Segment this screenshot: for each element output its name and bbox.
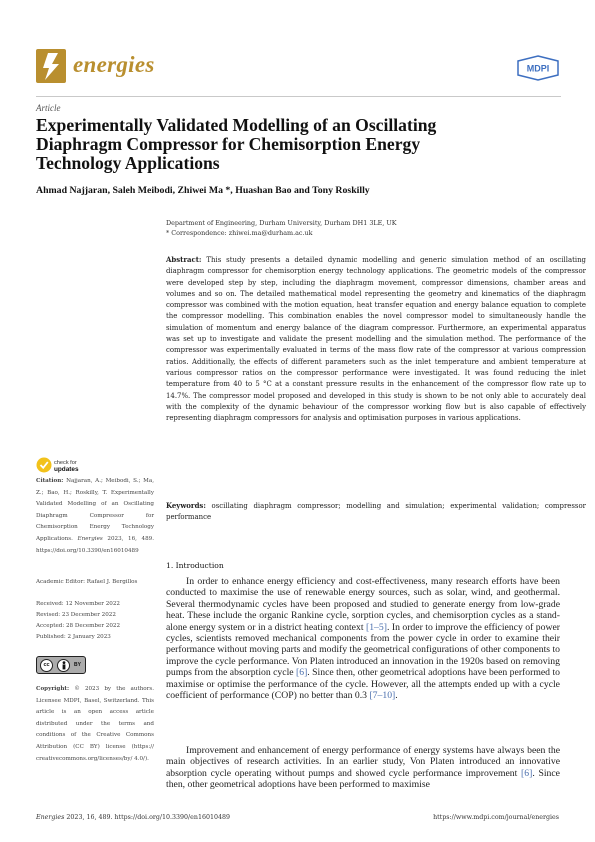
check-for-updates-icon[interactable] [36, 456, 88, 474]
check-for-text: check for [54, 460, 77, 466]
article-title: Experimentally Validated Modelling of an Oscillating Diaphragm Compressor for Chemisorption Energy Technology Applications [36, 115, 437, 173]
citation-link[interactable]: [7–10] [369, 690, 396, 702]
abstract-text: This study presents a detailed dynamic modelling and generic simulation method of an oscillating diaphragm compressor for chemisorption energy technology applications. The geometric models of the compressor were developed step by step, including the diaphragm movement, compressor dimensions, chamber areas and volumes and so on. The detailed mathematical model representing the geometry and kinematics of the diaphragm compressor was combined with the motion equation, heat transfer equation and energy balance equation to complete the compressor modelling. This combination enables the novel compressor model to simultaneously handle the simulation of momentum and energy balance of the diagram compressor. Furthermore, an experimental apparatus was set up to investigate and validate the present modelling and the simulation method. The performance of the compressor was experimentally evaluated in terms of the mass flow rate of the compressor at various compression ratios. Additionally, the effects of different parameters such as the inlet temperature and ambient temperature at various compressor ratios on the compressor performance were investigated. It was found reducing the inlet temperature from 40 to 5 °C at a constant pressure results in the enhancement of the compressor flow rate up to 14.7%. The compressor model proposed and developed in this study is shown to be not only able to accurately deal with the complexity of the dynamic behaviour of the compressor working flow but is also capable of effectively representing diaphragm compressors for analysis and optimisation purposes in various applications. [166, 256, 586, 423]
person-icon [60, 661, 68, 670]
mdpi-logo-text: MDPI [526, 63, 550, 74]
journal-name[interactable]: energies [73, 52, 155, 77]
mdpi-logo-icon[interactable] [516, 55, 560, 81]
citation-link[interactable]: [6] [521, 767, 533, 779]
citation-journal: Energies [77, 535, 103, 542]
paragraph-text: In order to enhance energy efficiency and cost-effectiveness, many research efforts have been conducted to maximise the use of renewable energy sources, such as solar, wind, and geothermal. Several thermodynamic cycles have been proposed and studied to generate energy from low-grade heat. These include the organic Rankine cycle, sorption cycles, and chemisorption cycles as a stand-alone energy system or in a district heating context [166, 576, 560, 633]
citation-tail[interactable]: 2023, 16, 489. https://doi.org/10.3390/en16010489 [36, 535, 154, 554]
keywords [166, 500, 586, 524]
paragraph-text: . Since then, other geometrical adoptions have been performed to maximise or optimise the performance of the cycle. However, all the attempts ended up with a cycle coefficient of performance (COP) no better than 0.3 [166, 667, 560, 702]
paragraph-text: . Since then, other geometrical adoptions have been performed to maximise [166, 767, 560, 791]
intro-paragraph-1 [166, 576, 560, 701]
section-heading: 1. Introduction [166, 561, 224, 570]
cc-by-license-icon[interactable] [36, 656, 86, 674]
published-date: Published: 2 January 2023 [36, 634, 111, 640]
journal-logo-icon [36, 49, 66, 83]
copyright-text: © 2023 by the authors. Licensee MDPI, Basel, Switzerland. This article is an open access article distributed under the terms and conditions of the Creative Commons Attribution (CC BY) license (https:// creativecommons.org/licenses/by/ 4.0/). [36, 686, 155, 762]
keywords-text: oscillating diaphragm compressor; modelling and simulation; experimental validation; compressor performance [166, 502, 586, 522]
footer-doi[interactable]: 2023, 16, 489. https://doi.org/10.3390/en16010489 [66, 814, 231, 821]
author-list: Ahmad Najjaran, Saleh Meibodi, Zhiwei Ma *, Huashan Bao and Tony Roskilly [36, 185, 370, 196]
cc-by-label: BY [74, 662, 81, 668]
copyright-block [36, 684, 154, 765]
revised-date: Revised: 23 December 2022 [36, 612, 116, 618]
attribution-person-icon [57, 659, 70, 672]
citation-block [36, 476, 154, 557]
academic-editor: Academic Editor: Rafael J. Bergillos [36, 579, 138, 585]
footer-journal: Energies [36, 814, 65, 821]
footer-journal-url[interactable]: https://www.mdpi.com/journal/energies [433, 814, 559, 821]
copyright-label: Copyright: [36, 686, 70, 692]
paragraph-text: Improvement and enhancement of energy performance of energy systems have always been the main objectives of research activities. In an earlier study, Von Platen introduced an innovative absorption cycle operating without pumps and showed cycle performance improvement [166, 745, 560, 779]
cc-icon: cc [40, 659, 53, 672]
citation-link[interactable]: [1–5] [365, 621, 387, 633]
citation-label: Citation: [36, 478, 64, 484]
abstract-label: Abstract: [166, 255, 202, 264]
lightning-icon [36, 49, 66, 83]
affiliation: Department of Engineering, Durham University, Durham DH1 3LE, UK [166, 219, 397, 227]
abstract [166, 254, 586, 424]
footer-citation [36, 814, 230, 821]
paragraph-text: . [395, 690, 398, 702]
article-type: Article [36, 103, 61, 113]
header-divider [36, 96, 561, 97]
citation-text: Najjaran, A.; Meibodi, S.; Ma, Z.; Bao, H.; Roskilly, T. Experimentally Validated Modelling of an Oscillating Diaphragm Compressor for Chemisorption Energy Technology Applications. [36, 478, 155, 542]
intro-paragraph-2 [166, 745, 560, 791]
accepted-date: Accepted: 28 December 2022 [36, 623, 121, 629]
updates-text: updates [54, 466, 79, 473]
citation-link[interactable]: [6] [296, 667, 308, 679]
received-date: Received: 12 November 2022 [36, 601, 120, 607]
correspondence: * Correspondence: zhiwei.ma@durham.ac.uk [166, 229, 313, 237]
paragraph-text: . In order to improve the efficiency of power cycles, scientists removed mechanical components from the power cycle in order to examine their performance without moving parts and modify the geometrical configurations of other components to improve the cycle performance. Von Platen introduced an innovation in the 1920s based on removing pumps from the absorption cycle [166, 621, 560, 679]
keywords-label: Keywords: [166, 501, 206, 510]
